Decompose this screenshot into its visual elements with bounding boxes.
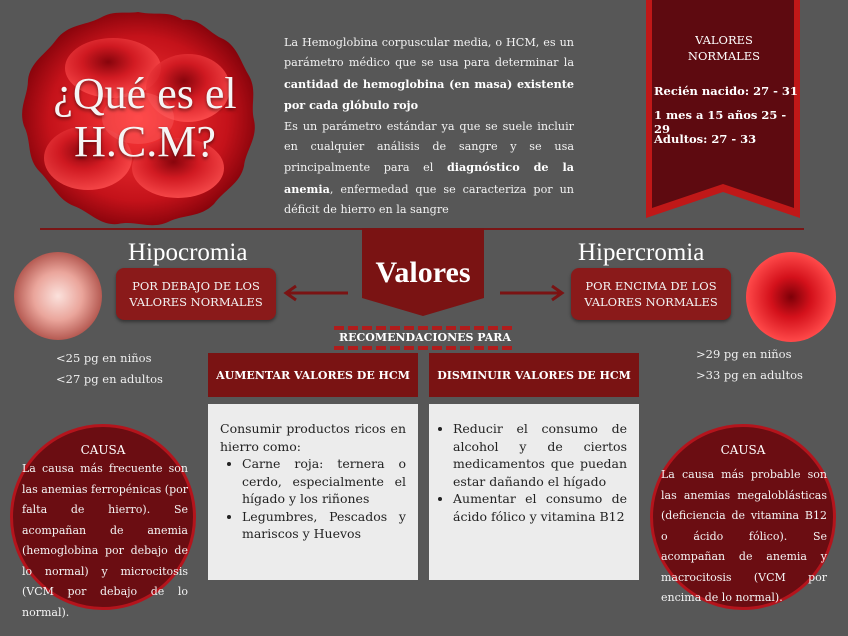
increase-list (220, 455, 406, 543)
main-title (20, 70, 270, 166)
hypochromia-pill-line2: VALORES NORMALES (129, 295, 263, 309)
normal-values-heading (660, 32, 788, 64)
causa-left-title: CAUSA (80, 443, 126, 457)
intro-p2-start: Es un parámetro estándar ya que se suele incluir en cualquier análisis de sangre y se usa principalmente para el (284, 119, 574, 175)
increase-intro: Consumir productos ricos en hierro como: (220, 421, 406, 454)
arrow-left-icon (282, 284, 348, 302)
valores-label: Valores (375, 256, 471, 289)
normal-value-newborn: Recién nacido: 27 - 31 (654, 84, 798, 98)
hyperchromia-ranges (696, 344, 803, 386)
list-item: • Aumentar el consumo de ácido fólico y vitamina B12 (453, 490, 627, 525)
normal-values-heading-line1: VALORES (695, 33, 753, 47)
hypochromia-range-children: <25 pg en niños (56, 351, 152, 365)
list-item: • Reducir el consumo de alcohol y de ciertos medicamentos que puedan estar dañando el hígado (453, 420, 627, 490)
hyperchromia-pill-line2: VALORES NORMALES (584, 295, 718, 309)
decrease-hcm-box (429, 404, 639, 580)
title-line-2: H.C.M? (74, 117, 216, 166)
recommendations-bottom-dashes (334, 346, 514, 350)
intro-text (284, 33, 574, 221)
intro-p2-end: , enfermedad que se caracteriza por un déficit de hierro en la sangre (284, 182, 574, 217)
hypochromia-pill-line1: POR DEBAJO DE LOS (132, 279, 260, 293)
causa-right-text: La causa más probable son las anemias megaloblásticas (deficiencia de vitamina B12 o ácido fólico). Se acompañan de anemia y macrocitosis (VCM por encima de lo normal). (661, 468, 827, 604)
hypochromia-range-adults: <27 pg en adultos (56, 372, 163, 386)
hyperchromia-pill-line1: POR ENCIMA DE LOS (585, 279, 717, 293)
recommendations-heading: RECOMENDACIONES PARA (339, 331, 511, 344)
intro-p2-bold: diagnóstico de la anemia (284, 160, 574, 196)
list-item: • Legumbres, Pescados y mariscos y Huevos (242, 508, 406, 543)
arrow-right-icon (500, 284, 566, 302)
intro-p1-bold: cantidad de hemoglobina (en masa) existente por cada glóbulo rojo (284, 76, 574, 113)
title-line-1: ¿Qué es el (53, 69, 237, 118)
increase-hcm-heading: AUMENTAR VALORES DE HCM (208, 353, 418, 397)
hypochromia-title: Hipocromia (128, 239, 248, 266)
normal-value-adults: Adultos: 27 - 33 (654, 132, 757, 146)
decrease-list (431, 420, 627, 525)
normal-values-heading-line2: NORMALES (687, 49, 761, 63)
recommendations-top-dashes (334, 326, 514, 330)
hyperchromia-range-children: >29 pg en niños (696, 347, 792, 361)
causa-left-text: La causa más frecuente son las anemias ferropénicas (por falta de hierro). Se acompañan de anemia (hemoglobina por debajo de lo normal) y microcitosis (VCM por debajo de lo normal). (22, 462, 188, 619)
increase-hcm-box (208, 404, 418, 580)
causa-right-title: CAUSA (720, 443, 766, 457)
hyperchromia-pill (571, 268, 731, 320)
hyperchromia-title: Hipercromia (578, 239, 705, 266)
dark-red-cell-icon (744, 250, 838, 344)
list-item: • Carne roja: ternera o cerdo, especialmente el hígado y los riñones (242, 455, 406, 508)
hypochromia-ranges (56, 348, 163, 390)
normal-value-children: 1 mes a 15 años 25 - 29 (654, 108, 787, 136)
decrease-hcm-heading: DISMINUIR VALORES DE HCM (429, 353, 639, 397)
hyperchromia-range-adults: >33 pg en adultos (696, 368, 803, 382)
hypochromia-pill (116, 268, 276, 320)
pale-red-cell-icon (12, 250, 104, 342)
intro-p1-start: La Hemoglobina corpuscular media, o HCM, es un parámetro médico que se usa para determinar la (284, 36, 574, 70)
